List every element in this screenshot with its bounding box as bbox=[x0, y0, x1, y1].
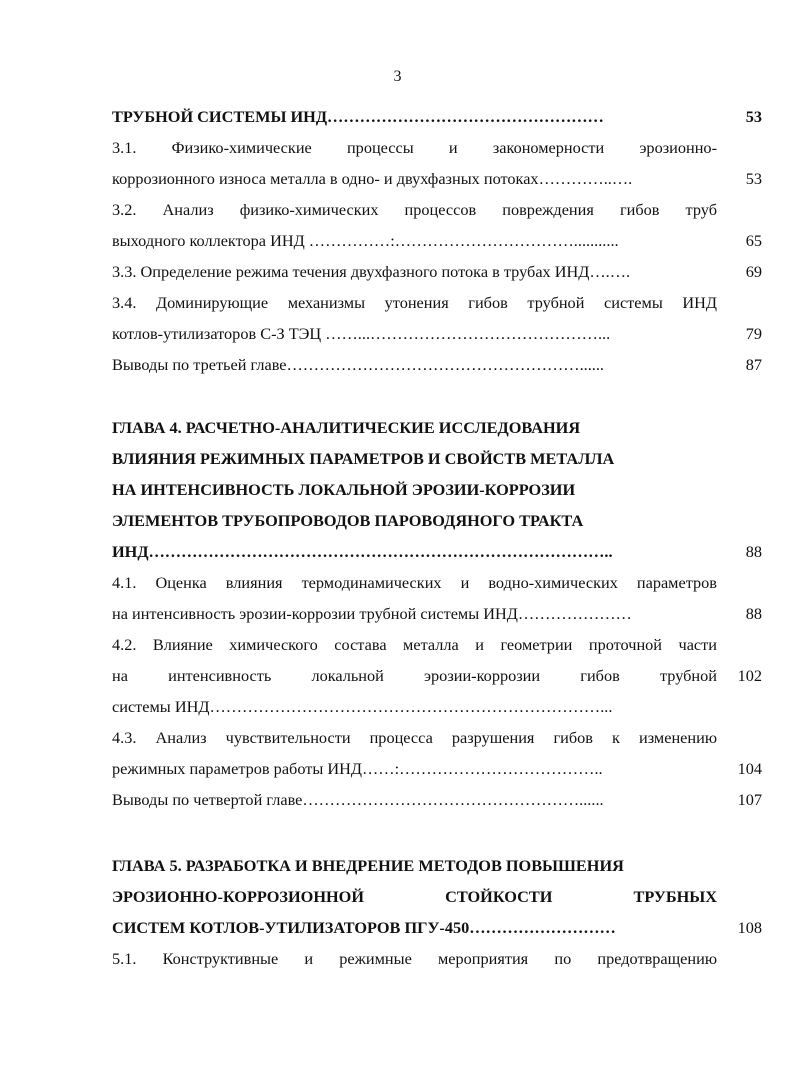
toc-row bbox=[112, 598, 762, 629]
toc-row bbox=[112, 163, 762, 194]
toc-row bbox=[112, 753, 762, 784]
chapter-heading: ЭЛЕМЕНТОВ ТРУБОПРОВОДОВ ПАРОВОДЯНОГО ТРАКТА bbox=[112, 511, 584, 530]
toc-entry-text: 3.3. Определение режима течения двухфазного потока в трубах ИНД….…. bbox=[112, 262, 631, 281]
section-gap bbox=[112, 815, 762, 850]
toc-row bbox=[112, 943, 762, 974]
chapter-heading: ИНД………………………………………………………………………….. bbox=[112, 542, 613, 561]
toc-page-number: 79 bbox=[745, 324, 762, 343]
chapter-heading: ГЛАВА 4. РАСЧЕТНО-АНАЛИТИЧЕСКИЕ ИССЛЕДОВАНИЯ bbox=[112, 418, 581, 437]
toc-row bbox=[112, 850, 762, 881]
toc-row bbox=[112, 629, 762, 660]
toc-entry-text: 4.3. Анализ чувствительности процесса разрушения гибов к изменению bbox=[112, 728, 717, 747]
toc-row bbox=[112, 443, 762, 474]
toc-row bbox=[112, 691, 762, 722]
toc-page-number: 87 bbox=[745, 355, 762, 374]
toc-page-number: 88 bbox=[745, 542, 762, 561]
toc-entry-text: 5.1. Конструктивные и режимные мероприятия по предотвращению bbox=[112, 949, 717, 968]
page-number: 3 bbox=[393, 68, 402, 85]
toc-entry-text: 4.2. Влияние химического состава металла и геометрии проточной части bbox=[112, 635, 717, 654]
chapter-heading: ГЛАВА 5. РАЗРАБОТКА И ВНЕДРЕНИЕ МЕТОДОВ ПОВЫШЕНИЯ bbox=[112, 856, 624, 875]
toc-row bbox=[112, 567, 762, 598]
toc-row bbox=[112, 722, 762, 753]
toc-entry-text: выходного коллектора ИНД ……………:……………………………........... bbox=[112, 231, 619, 250]
toc-row bbox=[112, 194, 762, 225]
toc-page-number: 102 bbox=[737, 666, 762, 685]
toc-page-number: 53 bbox=[745, 107, 762, 126]
chapter-heading: ЭРОЗИОННО-КОРРОЗИОННОЙ СТОЙКОСТИ ТРУБНЫХ bbox=[112, 887, 717, 906]
toc-row bbox=[112, 287, 762, 318]
toc-entry-text: 4.1. Оценка влияния термодинамических и водно-химических параметров bbox=[112, 573, 717, 592]
toc-entry-text: 3.1. Физико-химические процессы и закономерности эрозионно- bbox=[112, 138, 717, 157]
toc-row bbox=[112, 101, 762, 132]
toc-entry-text: на интенсивность эрозии-коррозии трубной системы ИНД………………… bbox=[112, 604, 632, 623]
toc-entry-text: Выводы по четвертой главе……………………………………………...... bbox=[112, 790, 604, 809]
toc-entry-text: режимных параметров работы ИНД……:……………………………….. bbox=[112, 759, 603, 778]
toc-entry-text: ТРУБНОЙ СИСТЕМЫ ИНД…………………………………………… bbox=[112, 107, 604, 126]
toc-row bbox=[112, 412, 762, 443]
toc-row bbox=[112, 318, 762, 349]
toc-row bbox=[112, 256, 762, 287]
toc-row bbox=[112, 784, 762, 815]
toc-row bbox=[112, 225, 762, 256]
toc-page-number: 53 bbox=[745, 169, 762, 188]
table-of-contents bbox=[112, 101, 762, 974]
chapter-heading: СИСТЕМ КОТЛОВ-УТИЛИЗАТОРОВ ПГУ-450……………………… bbox=[112, 918, 616, 937]
toc-page-number: 65 bbox=[745, 231, 762, 250]
toc-entry-text: на интенсивность локальной эрозии-коррозии гибов трубной bbox=[112, 666, 717, 685]
chapter-heading: ВЛИЯНИЯ РЕЖИМНЫХ ПАРАМЕТРОВ И СВОЙСТВ МЕТАЛЛА bbox=[112, 449, 615, 468]
toc-page-number: 69 bbox=[745, 262, 762, 281]
toc-row bbox=[112, 660, 762, 691]
toc-row bbox=[112, 881, 762, 912]
toc-entry-text: Выводы по третьей главе………………………………………………...... bbox=[112, 355, 604, 374]
toc-row bbox=[112, 505, 762, 536]
toc-row bbox=[112, 349, 762, 380]
chapter-heading: НА ИНТЕНСИВНОСТЬ ЛОКАЛЬНОЙ ЭРОЗИИ-КОРРОЗИИ bbox=[112, 480, 576, 499]
toc-row bbox=[112, 132, 762, 163]
toc-entry-text: котлов-утилизаторов С-З ТЭЦ ……...……………………………………... bbox=[112, 324, 611, 343]
toc-entry-text: 3.2. Анализ физико-химических процессов повреждения гибов труб bbox=[112, 200, 717, 219]
toc-entry-text: 3.4. Доминирующие механизмы утонения гибов трубной системы ИНД bbox=[112, 293, 717, 312]
toc-page-number: 104 bbox=[737, 759, 762, 778]
toc-page-number: 88 bbox=[745, 604, 762, 623]
toc-page-number: 107 bbox=[737, 790, 762, 809]
toc-entry-text: коррозионного износа металла в одно- и двухфазных потоках…………..…. bbox=[112, 169, 633, 188]
toc-row bbox=[112, 536, 762, 567]
toc-page-number: 108 bbox=[737, 918, 762, 937]
toc-row bbox=[112, 474, 762, 505]
toc-row bbox=[112, 912, 762, 943]
toc-entry-text: системы ИНД………………………………………………………………... bbox=[112, 697, 613, 716]
section-gap bbox=[112, 380, 762, 412]
